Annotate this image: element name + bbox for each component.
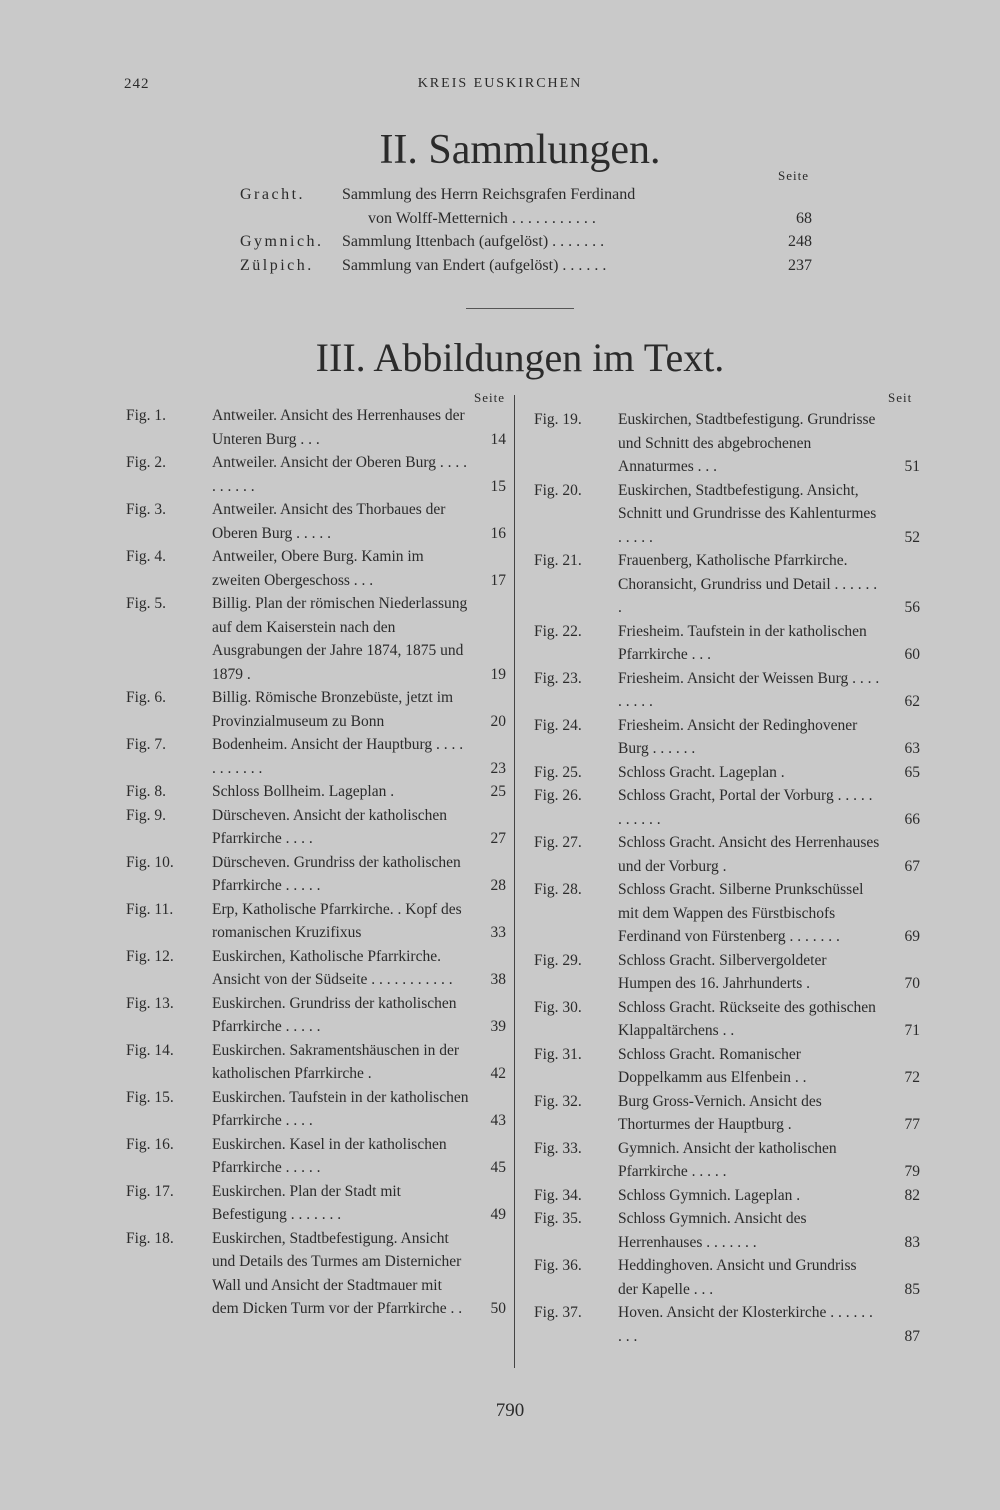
- collection-place: Gracht.: [240, 186, 306, 203]
- figure-label: Fig. 12.: [126, 947, 174, 965]
- figure-caption: Billig. Plan der römischen Niederlassung auf dem Kaiserstein nach den Ausgrabungen der Jahre 1874, 1875 und 1879 .: [212, 595, 468, 683]
- seite-label-right: Seit: [888, 390, 913, 405]
- figure-entry: [534, 761, 920, 785]
- figure-page: 45: [490, 1159, 506, 1176]
- figure-label: Fig. 33.: [534, 1139, 582, 1157]
- figure-entry: [534, 878, 920, 949]
- figure-entry: [534, 1043, 920, 1090]
- collection-text: Sammlung des Herrn Reichsgrafen Ferdinand: [342, 186, 636, 203]
- figure-caption: Euskirchen, Katholische Pfarrkirche. Ansicht von der Südseite . . . . . . . . . . .: [212, 947, 453, 988]
- section-heading-sammlungen: II. Sammlungen.: [379, 127, 661, 173]
- figure-entry: [126, 898, 506, 945]
- figure-caption: Euskirchen. Taufstein in der katholischen Pfarrkirche . . . .: [212, 1088, 469, 1129]
- figure-label: Fig. 35.: [534, 1210, 582, 1227]
- footer-page-number: 790: [495, 1400, 525, 1421]
- figure-entry: [534, 949, 920, 996]
- figure-page: 72: [904, 1069, 920, 1086]
- figure-caption: Burg Gross-Vernich. Ansicht des Thorturmes der Hauptburg .: [618, 1092, 822, 1133]
- running-title: KREIS EUSKIRCHEN: [417, 76, 583, 91]
- figure-page: 87: [904, 1327, 920, 1345]
- figure-label: Fig. 6.: [126, 689, 167, 706]
- figure-page: 19: [490, 665, 506, 683]
- figure-entry: [534, 667, 920, 714]
- seite-label: Seite: [778, 168, 809, 183]
- collection-row: [240, 254, 812, 278]
- figure-caption: Schloss Bollheim. Lageplan .: [212, 783, 395, 800]
- figure-entry: [534, 1184, 920, 1208]
- figure-label: Fig. 7.: [126, 736, 167, 753]
- figure-caption: Frauenberg, Katholische Pfarrkirche. Choransicht, Grundriss und Detail . . . . . . .: [618, 552, 878, 616]
- figure-label: Fig. 2.: [126, 454, 167, 471]
- figure-label: Fig. 26.: [534, 787, 582, 804]
- figure-page: 51: [904, 458, 920, 475]
- figure-caption: Antweiler. Ansicht des Thorbaues der Oberen Burg . . . . .: [212, 501, 446, 542]
- figure-entry: [126, 851, 506, 898]
- collection-text: Sammlung Ittenbach (aufgelöst) . . . . . . .: [342, 233, 605, 250]
- figure-label: Fig. 14.: [126, 1041, 174, 1059]
- figure-label: Fig. 25.: [534, 763, 582, 781]
- figure-label: Fig. 19.: [534, 411, 582, 428]
- figure-label: Fig. 34.: [534, 1186, 582, 1204]
- page-number: 242: [124, 76, 150, 92]
- figure-caption: Euskirchen, Stadtbefestigung. Grundrisse und Schnitt des abgebrochenen Annaturmes . . .: [618, 411, 876, 475]
- figure-label: Fig. 13.: [126, 994, 174, 1012]
- figure-entry: [126, 451, 506, 498]
- figure-page: 71: [904, 1022, 920, 1039]
- figure-label: Fig. 27.: [534, 834, 582, 851]
- section-separator: [466, 308, 574, 309]
- figure-page: 62: [904, 693, 920, 710]
- figure-page: 65: [904, 763, 920, 781]
- figure-label: Fig. 16.: [126, 1135, 174, 1153]
- figure-caption: Erp, Katholische Pfarrkirche. . Kopf des romanischen Kruzifixus: [212, 900, 462, 941]
- figure-page: 49: [490, 1206, 506, 1223]
- figure-page: 79: [904, 1163, 920, 1180]
- collection-row: [240, 207, 812, 231]
- collection-text: von Wolff-Metternich . . . . . . . . . . .: [368, 209, 596, 227]
- figure-caption: Antweiler. Ansicht des Herrenhauses der Unteren Burg . . .: [212, 407, 465, 448]
- figure-page: 23: [490, 759, 506, 777]
- figure-entry: [126, 498, 506, 545]
- figure-list-right: [534, 408, 920, 1348]
- figure-caption: Hoven. Ansicht der Klosterkirche . . . . . . . . .: [618, 1304, 873, 1345]
- figure-page: 70: [904, 975, 920, 992]
- figure-entry: [534, 831, 920, 878]
- figure-label: Fig. 5.: [126, 595, 167, 612]
- figure-label: Fig. 28.: [534, 881, 582, 898]
- figure-caption: Friesheim. Ansicht der Redinghovener Burg . . . . . .: [618, 716, 858, 757]
- figure-label: Fig. 31.: [534, 1045, 582, 1063]
- figure-page: 85: [904, 1280, 920, 1298]
- figure-page: 33: [490, 924, 506, 941]
- figure-list-left: [126, 404, 506, 1321]
- figure-caption: Antweiler. Ansicht der Oberen Burg . . . . . . . . . .: [212, 454, 467, 495]
- figure-label: Fig. 4.: [126, 548, 167, 565]
- figure-page: 56: [904, 599, 920, 616]
- figure-caption: Antweiler, Obere Burg. Kamin im zweiten Obergeschoss . . .: [212, 548, 424, 589]
- figure-entry: [534, 1137, 920, 1184]
- figure-page: 52: [904, 528, 920, 546]
- collection-place: Gymnich.: [240, 233, 324, 250]
- figure-caption: Heddinghoven. Ansicht und Grundriss der Kapelle . . .: [618, 1257, 857, 1298]
- figure-entry: [534, 479, 920, 550]
- figure-entry: [126, 592, 506, 686]
- figure-page: 38: [490, 971, 506, 988]
- figure-entry: [534, 1090, 920, 1137]
- figure-page: 14: [490, 430, 506, 448]
- figure-entry: [534, 996, 920, 1043]
- figure-label: Fig. 8.: [126, 783, 167, 800]
- figure-entry: [534, 1254, 920, 1301]
- figure-label: Fig. 17.: [126, 1182, 174, 1200]
- figure-label: Fig. 21.: [534, 552, 582, 569]
- figure-caption: Bodenheim. Ansicht der Hauptburg . . . . . . . . . . .: [212, 736, 464, 777]
- figure-page: 42: [490, 1065, 506, 1082]
- section-heading-abbildungen: III. Abbildungen im Text.: [315, 335, 725, 380]
- figure-page: 16: [490, 524, 506, 542]
- figure-caption: Dürscheven. Ansicht der katholischen Pfarrkirche . . . .: [212, 806, 448, 847]
- figure-caption: Dürscheven. Grundriss der katholischen Pfarrkirche . . . . .: [212, 853, 461, 894]
- figure-entry: [126, 1180, 506, 1227]
- figure-entry: [126, 804, 506, 851]
- figure-page: 27: [490, 830, 506, 847]
- figure-label: Fig. 3.: [126, 501, 167, 518]
- seite-label-left: Seite: [474, 390, 505, 405]
- figure-entry: [126, 404, 506, 451]
- figure-caption: Schloss Gracht. Romanischer Doppelkamm aus Elfenbein . .: [618, 1045, 807, 1086]
- collection-row: [240, 183, 812, 207]
- collection-place: Zülpich.: [240, 256, 314, 274]
- figure-label: Fig. 24.: [534, 716, 582, 734]
- figure-page: 83: [904, 1233, 920, 1251]
- figure-page: 63: [904, 740, 920, 757]
- figure-page: 20: [490, 712, 506, 730]
- figure-caption: Friesheim. Taufstein in der katholischen Pfarrkirche . . .: [618, 622, 867, 663]
- figure-entry: [126, 686, 506, 733]
- figure-caption: Schloss Gracht, Portal der Vorburg . . . . . . . . . . .: [618, 787, 873, 828]
- figure-entry: [126, 945, 506, 992]
- figure-page: 67: [904, 857, 920, 875]
- figure-entry: [126, 733, 506, 780]
- figure-entry: [534, 784, 920, 831]
- figure-entry: [126, 1133, 506, 1180]
- figure-label: Fig. 15.: [126, 1088, 174, 1106]
- figure-caption: Schloss Gracht. Silbervergoldeter Humpen des 16. Jahrhunderts .: [618, 951, 827, 992]
- figure-caption: Gymnich. Ansicht der katholischen Pfarrkirche . . . . .: [618, 1139, 837, 1180]
- figure-caption: Euskirchen, Stadtbefestigung. Ansicht und Details des Turmes am Disternicher Wall und Ansicht der Stadtmauer mit dem Dicken Turm vor der Pfarrkirche . .: [212, 1229, 463, 1317]
- figure-caption: Schloss Gracht. Ansicht des Herrenhauses und der Vorburg .: [618, 834, 880, 875]
- collections-list: [240, 183, 812, 277]
- figure-page: 82: [904, 1186, 920, 1204]
- figure-entry: [126, 545, 506, 592]
- figure-entry: [534, 408, 920, 479]
- figure-caption: Euskirchen. Plan der Stadt mit Befestigung . . . . . . .: [212, 1182, 401, 1223]
- figure-entry: [126, 1086, 506, 1133]
- figure-label: Fig. 29.: [534, 951, 582, 969]
- collection-row: [240, 230, 812, 254]
- figure-page: 43: [490, 1112, 506, 1129]
- figure-entry: [534, 714, 920, 761]
- figure-caption: Schloss Gymnich. Lageplan .: [618, 1186, 801, 1204]
- figure-page: 50: [490, 1300, 506, 1317]
- figure-label: Fig. 18.: [126, 1229, 174, 1247]
- figure-page: 39: [490, 1018, 506, 1035]
- figure-caption: Billig. Römische Bronzebüste, jetzt im Provinzialmuseum zu Bonn: [212, 689, 454, 730]
- figure-caption: Schloss Gracht. Silberne Prunkschüssel mit dem Wappen des Fürstbischofs Ferdinand von Fürstenberg . . . . . . .: [618, 881, 864, 945]
- figure-entry: [126, 1039, 506, 1086]
- figure-label: Fig. 11.: [126, 900, 174, 918]
- figure-label: Fig. 20.: [534, 481, 582, 499]
- figure-entry: [534, 1207, 920, 1254]
- collection-page: 248: [788, 233, 812, 250]
- figure-page: 28: [490, 877, 506, 894]
- figure-caption: Schloss Gracht. Lageplan .: [618, 763, 785, 781]
- figure-page: 25: [490, 783, 506, 800]
- figure-entry: [534, 1301, 920, 1348]
- figure-page: 15: [490, 477, 506, 495]
- figure-label: Fig. 32.: [534, 1092, 582, 1110]
- figure-page: 60: [904, 646, 920, 663]
- figure-entry: [126, 1227, 506, 1321]
- figure-entry: [534, 620, 920, 667]
- figure-page: 17: [490, 571, 506, 589]
- collection-page: 237: [788, 256, 812, 274]
- figure-entry: [126, 992, 506, 1039]
- figure-caption: Friesheim. Ansicht der Weissen Burg . . . . . . . . .: [618, 669, 880, 710]
- figure-caption: Euskirchen, Stadtbefestigung. Ansicht, Schnitt und Grundrisse des Kahlenturmes . . . . .: [618, 481, 877, 546]
- collection-text: Sammlung van Endert (aufgelöst) . . . . . .: [342, 256, 607, 274]
- figure-caption: Euskirchen. Sakramentshäuschen in der katholischen Pfarrkirche .: [212, 1041, 460, 1082]
- figure-entry: [534, 549, 920, 620]
- figure-page: 77: [904, 1116, 920, 1133]
- figure-caption: Schloss Gracht. Rückseite des gothischen Klappaltärchens . .: [618, 998, 876, 1039]
- figure-label: Fig. 30.: [534, 998, 582, 1016]
- figure-label: Fig. 36.: [534, 1257, 582, 1274]
- figure-entry: [126, 780, 506, 804]
- figure-caption: Schloss Gymnich. Ansicht des Herrenhauses . . . . . . .: [618, 1210, 807, 1251]
- collection-page: 68: [796, 209, 812, 227]
- figure-caption: Euskirchen. Kasel in der katholischen Pfarrkirche . . . . .: [212, 1135, 447, 1176]
- figure-label: Fig. 37.: [534, 1304, 582, 1321]
- figure-label: Fig. 22.: [534, 622, 582, 640]
- figure-label: Fig. 9.: [126, 806, 167, 824]
- figure-label: Fig. 23.: [534, 669, 582, 687]
- column-divider: [514, 395, 515, 1368]
- figure-page: 69: [904, 928, 920, 945]
- figure-caption: Euskirchen. Grundriss der katholischen Pfarrkirche . . . . .: [212, 994, 457, 1035]
- figure-page: 66: [904, 810, 920, 828]
- figure-label: Fig. 1.: [126, 407, 167, 424]
- figure-label: Fig. 10.: [126, 853, 174, 871]
